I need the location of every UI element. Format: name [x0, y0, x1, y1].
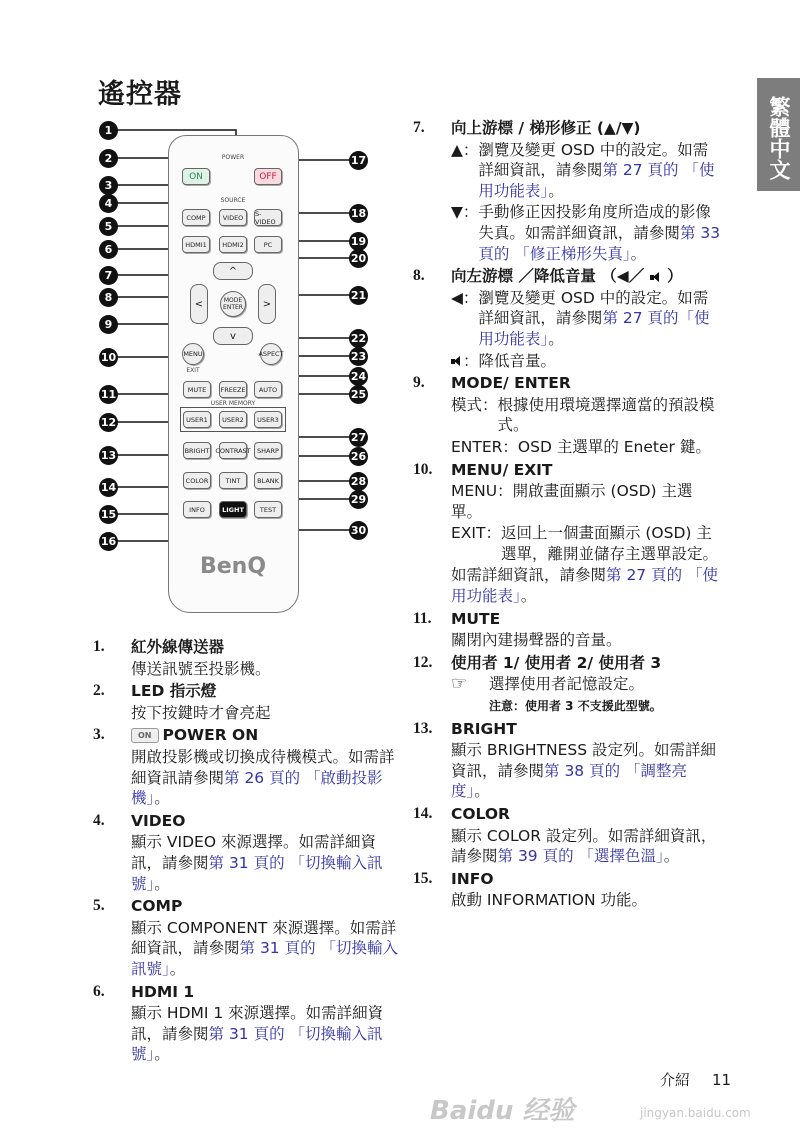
footer-section: 介紹 — [660, 1071, 691, 1089]
item-title — [131, 896, 405, 917]
item-number: 5. — [93, 897, 105, 915]
marker-text: 模式： — [451, 395, 498, 414]
item-title — [451, 719, 723, 740]
text-segment: 啟動 INFORMATION 功能。 — [451, 891, 648, 910]
item-number: 6. — [93, 982, 105, 1000]
page-reference-link[interactable]: 第 33 頁的 「修正梯形失真」 — [478, 223, 721, 263]
marker — [451, 395, 498, 436]
list-item — [93, 982, 405, 1065]
on-button-icon: ON — [131, 728, 159, 743]
item-title — [131, 681, 405, 702]
text-segment: 按下按鍵時才會亮起 — [131, 703, 271, 722]
callout-14: 14 — [99, 478, 118, 497]
text-segment: 注意：使用者 3 不支援此型號。 — [489, 699, 662, 714]
list-item — [93, 637, 405, 679]
page-reference-link[interactable]: 第 38 頁的 「調整亮度」 — [451, 761, 688, 801]
item-number: 12. — [413, 653, 433, 671]
marker — [451, 674, 489, 695]
item-description — [451, 140, 723, 202]
right-arrow-button[interactable]: > — [258, 284, 276, 324]
item-description — [451, 202, 723, 264]
item-number: 9. — [413, 374, 425, 392]
item-description — [131, 918, 405, 980]
marker — [451, 351, 479, 372]
text-segment: 顯示 HDMI 1 來源選擇。如需詳細資訊，請參閱 — [131, 1004, 384, 1043]
text-segment: BRIGHT — [451, 719, 517, 738]
description-text — [489, 674, 644, 695]
callout-9: 9 — [99, 315, 118, 334]
mute-button[interactable]: MUTE — [183, 381, 211, 398]
power-label: POWER — [221, 154, 245, 161]
list-item — [413, 804, 723, 867]
list-item — [93, 725, 405, 808]
up-arrow-button[interactable]: ^ — [213, 262, 253, 280]
text-segment: 向上游標 / 梯形修正 (▲/▼) — [451, 119, 641, 137]
list-item — [413, 373, 723, 457]
text-segment: 關閉內建揚聲器的音量。 — [451, 631, 622, 650]
description-text — [498, 395, 723, 436]
page-number: 11 — [712, 1071, 732, 1089]
watermark-logo: Baidu 经验 — [430, 1096, 575, 1126]
item-description — [451, 288, 723, 350]
text-segment: LED 指示燈 — [131, 682, 217, 701]
callout-8: 8 — [99, 288, 118, 307]
text-segment: 瀏覽及變更 OSD 中的設定。如需詳細資訊，請參閱 — [478, 288, 709, 328]
item-description — [451, 523, 723, 564]
text-segment: 。 — [630, 244, 647, 263]
text-segment: 顯示 COMPONENT 來源選擇。如需詳細資訊，請參閱 — [131, 918, 397, 958]
item-description — [451, 740, 723, 802]
item-title — [131, 982, 405, 1003]
item-title — [131, 725, 405, 746]
light-button[interactable]: LIGHT — [219, 501, 247, 518]
item-description — [451, 565, 723, 606]
pc-button[interactable]: PC — [254, 236, 282, 253]
text-segment: 。 — [169, 959, 186, 978]
callout-20: 20 — [349, 249, 368, 268]
mode-label: MODE — [223, 297, 243, 304]
item-number: 13. — [413, 719, 433, 737]
callout-11: 11 — [99, 385, 118, 404]
callout-21: 21 — [349, 286, 368, 305]
list-item — [413, 118, 723, 264]
text-segment: ENTER：OSD 主選單的 Eneter 鍵。 — [451, 437, 711, 456]
text-segment: 顯示 COLOR 設定列。如需詳細資訊，請參閱 — [451, 826, 717, 866]
callout-2: 2 — [99, 149, 118, 168]
text-segment: 顯示 VIDEO 來源選擇。如需詳細資訊，請參閱 — [131, 833, 376, 872]
text-segment: INFO — [451, 869, 494, 888]
tint-button[interactable]: TINT — [219, 472, 247, 489]
mode-enter-button[interactable] — [220, 291, 246, 317]
marker-text: ◀： — [451, 288, 479, 307]
item-title — [451, 653, 723, 674]
marker-text: ▲： — [451, 140, 479, 159]
page-footer — [660, 1071, 731, 1089]
callout-26: 26 — [349, 447, 368, 466]
text-segment: POWER ON — [162, 726, 259, 745]
text-segment: 選擇使用者記憶設定。 — [489, 675, 645, 694]
contrast-button[interactable]: CONTRAST — [219, 442, 247, 459]
text-segment: MODE/ ENTER — [451, 374, 571, 393]
text-segment: 。 — [548, 181, 564, 200]
item-description — [451, 826, 723, 867]
text-segment: 手動修正因投影角度所造成的影像失真。如需詳細資訊，請參閱 — [478, 203, 711, 242]
item-number: 11. — [413, 609, 432, 627]
description-text — [478, 288, 723, 350]
watermark-url: jingyan.baidu.com — [640, 1106, 751, 1120]
marker-text: EXIT： — [451, 524, 501, 543]
item-description — [451, 674, 723, 695]
description-text — [479, 351, 557, 372]
callout-18: 18 — [349, 204, 368, 223]
callout-7: 7 — [99, 266, 118, 285]
text-segment: 開啟投影機或切換成待機模式。如需詳細資訊請參閱 — [131, 747, 395, 787]
callout-17: 17 — [349, 151, 368, 170]
text-segment: 。 — [474, 782, 490, 801]
item-number: 15. — [413, 869, 433, 887]
item-title — [451, 118, 723, 139]
callout-3: 3 — [99, 176, 118, 195]
callout-6: 6 — [99, 240, 118, 259]
item-title — [451, 373, 723, 394]
item-description — [131, 659, 405, 680]
item-description — [131, 747, 405, 809]
page-reference-link[interactable]: 第 27 頁的 「使用功能表」 — [478, 161, 715, 200]
source-label: SOURCE — [220, 197, 246, 204]
info-button[interactable]: INFO — [183, 501, 211, 518]
speaker-icon — [451, 356, 463, 366]
left-column — [93, 637, 405, 1067]
list-item — [413, 609, 723, 651]
text-segment: 如需詳細資訊，請參閱 — [451, 566, 607, 585]
text-segment: ） — [661, 267, 683, 286]
item-number: 1. — [93, 638, 105, 655]
item-description — [451, 395, 723, 436]
item-description — [131, 832, 405, 894]
callout-16: 16 — [99, 532, 118, 551]
item-title — [451, 804, 723, 825]
on-button[interactable]: ON — [182, 168, 210, 185]
marker — [451, 523, 501, 564]
text-segment: MENU：開啟畫面顯示 (OSD) 主選單。 — [451, 482, 693, 521]
hdmi1-button[interactable]: HDMI1 — [182, 236, 210, 253]
item-description — [451, 890, 723, 911]
off-button[interactable]: OFF — [254, 168, 282, 185]
item-title — [451, 609, 723, 630]
page-reference-link[interactable]: 第 31 頁的 「切換輸入訊號」 — [131, 1024, 383, 1064]
callout-24: 24 — [349, 367, 368, 386]
text-segment: VIDEO — [131, 811, 186, 830]
callout-25: 25 — [349, 385, 368, 404]
marker — [451, 140, 478, 202]
text-segment: 。 — [154, 874, 170, 893]
callout-22: 22 — [349, 329, 368, 348]
list-item — [93, 681, 405, 723]
user3-button[interactable]: USER3 — [254, 411, 282, 428]
text-segment: 。 — [548, 329, 564, 348]
speaker-icon — [650, 272, 662, 282]
list-item — [413, 653, 723, 717]
page-reference-link[interactable]: 第 39 頁的 「選擇色溫」 — [497, 847, 664, 866]
item-number: 3. — [93, 726, 105, 744]
text-segment: COMP — [131, 897, 183, 916]
text-segment: 使用者 1/ 使用者 2/ 使用者 3 — [451, 653, 662, 672]
list-item — [413, 869, 723, 911]
item-title — [131, 811, 405, 832]
item-number: 2. — [93, 682, 105, 700]
freeze-button[interactable]: FREEZE — [219, 381, 247, 398]
text-segment: 。 — [663, 847, 680, 866]
text-segment: 。 — [154, 1045, 170, 1064]
item-description — [131, 703, 405, 724]
callout-5: 5 — [99, 217, 118, 236]
text-segment: 降低音量。 — [478, 351, 557, 370]
marker — [451, 288, 478, 350]
sharp-button[interactable]: SHARP — [254, 442, 282, 459]
item-description — [131, 1003, 405, 1065]
item-title — [131, 637, 405, 658]
text-segment: 向左游標 ／降低音量 （◀／ — [451, 267, 650, 286]
remote-control-diagram — [168, 135, 299, 613]
marker-text: ▼： — [451, 203, 479, 222]
description-text — [501, 523, 723, 564]
callout-19: 19 — [349, 232, 368, 251]
test-button[interactable]: TEST — [254, 501, 282, 518]
item-number: 4. — [93, 811, 105, 829]
callout-15: 15 — [99, 505, 118, 524]
description-text — [478, 140, 723, 202]
list-item — [93, 896, 405, 979]
text-segment: HDMI 1 — [131, 982, 195, 1001]
item-number: 8. — [413, 267, 425, 285]
language-tab: 繁體中文 — [757, 78, 800, 191]
callout-29: 29 — [349, 490, 368, 509]
callout-4: 4 — [99, 194, 118, 213]
text-segment: MUTE — [451, 609, 501, 628]
text-segment: 根據使用環境選擇適當的預設模式。 — [497, 395, 715, 435]
user1-button[interactable]: USER1 — [183, 411, 211, 428]
text-segment: 。 — [154, 789, 170, 808]
item-number: 14. — [413, 805, 433, 822]
menu-button[interactable]: MENU — [182, 343, 204, 365]
item-title — [451, 869, 723, 890]
description-text — [478, 202, 723, 264]
list-item — [413, 460, 723, 607]
svideo-button[interactable]: S-VIDEO — [254, 209, 282, 226]
right-column — [413, 118, 723, 913]
pointing-hand-icon: ☞ — [451, 673, 468, 695]
page-reference-link[interactable]: 第 27 頁的 「使用功能表」 — [451, 566, 719, 606]
user2-button[interactable]: USER2 — [219, 411, 247, 428]
text-segment: COLOR — [451, 805, 510, 823]
text-segment: 顯示 BRIGHTNESS 設定列。如需詳細資訊，請參閱 — [451, 741, 717, 780]
video-button[interactable]: VIDEO — [219, 209, 247, 226]
page-reference-link[interactable]: 第 27 頁的「使用功能表」 — [478, 309, 710, 348]
item-description — [451, 481, 723, 522]
color-button[interactable]: COLOR — [183, 472, 211, 489]
list-item — [93, 811, 405, 894]
list-item — [413, 719, 723, 802]
callout-13: 13 — [99, 446, 118, 465]
callout-27: 27 — [349, 428, 368, 447]
user-memory-frame — [180, 407, 286, 432]
bright-button[interactable]: BRIGHT — [183, 442, 211, 459]
user-memory-label: USER MEMORY — [210, 400, 256, 407]
comp-button[interactable]: COMP — [182, 209, 210, 226]
text-segment: 傳送訊號至投影機。 — [131, 659, 271, 678]
item-description — [451, 696, 723, 717]
item-title — [451, 460, 723, 481]
exit-label: EXIT — [186, 367, 200, 374]
list-item — [413, 266, 723, 371]
page-reference-link[interactable]: 第 26 頁的 「啟動投影機」 — [131, 768, 383, 808]
marker-text: ： — [463, 351, 479, 370]
callout-28: 28 — [349, 472, 368, 491]
brand-logo: BenQ — [199, 554, 267, 579]
callout-23: 23 — [349, 347, 368, 366]
page-title: 遙控器 — [98, 79, 182, 110]
aspect-button[interactable]: ASPECT — [260, 343, 282, 365]
text-segment: 瀏覽及變更 OSD 中的設定。如需詳細資訊，請參閱 — [478, 140, 709, 180]
text-segment: MENU/ EXIT — [451, 460, 553, 479]
callout-10: 10 — [99, 348, 118, 367]
auto-button[interactable]: AUTO — [254, 381, 282, 398]
item-description — [451, 437, 723, 458]
down-arrow-button[interactable]: v — [213, 327, 253, 345]
page-reference-link[interactable]: 第 31 頁的 「切換輸入訊號」 — [131, 853, 383, 893]
page-reference-link[interactable]: 第 31 頁的 「切換輸入訊號」 — [131, 939, 399, 978]
hdmi2-button[interactable]: HDMI2 — [219, 236, 247, 253]
blank-button[interactable]: BLANK — [254, 472, 282, 489]
item-title — [451, 266, 723, 287]
marker — [451, 202, 478, 264]
enter-label: ENTER — [223, 304, 243, 311]
text-segment: 紅外線傳送器 — [131, 638, 225, 656]
callout-1: 1 — [99, 121, 118, 140]
item-description — [451, 351, 723, 372]
item-description — [451, 630, 723, 651]
callout-12: 12 — [99, 413, 118, 432]
item-number: 10. — [413, 460, 433, 478]
left-arrow-button[interactable]: < — [190, 284, 208, 324]
item-number: 7. — [413, 119, 425, 136]
text-segment: 。 — [520, 587, 537, 606]
callout-30: 30 — [349, 521, 368, 540]
text-segment: 返回上一個畫面顯示 (OSD) 主選單，離開並儲存主選單設定。 — [500, 524, 718, 563]
